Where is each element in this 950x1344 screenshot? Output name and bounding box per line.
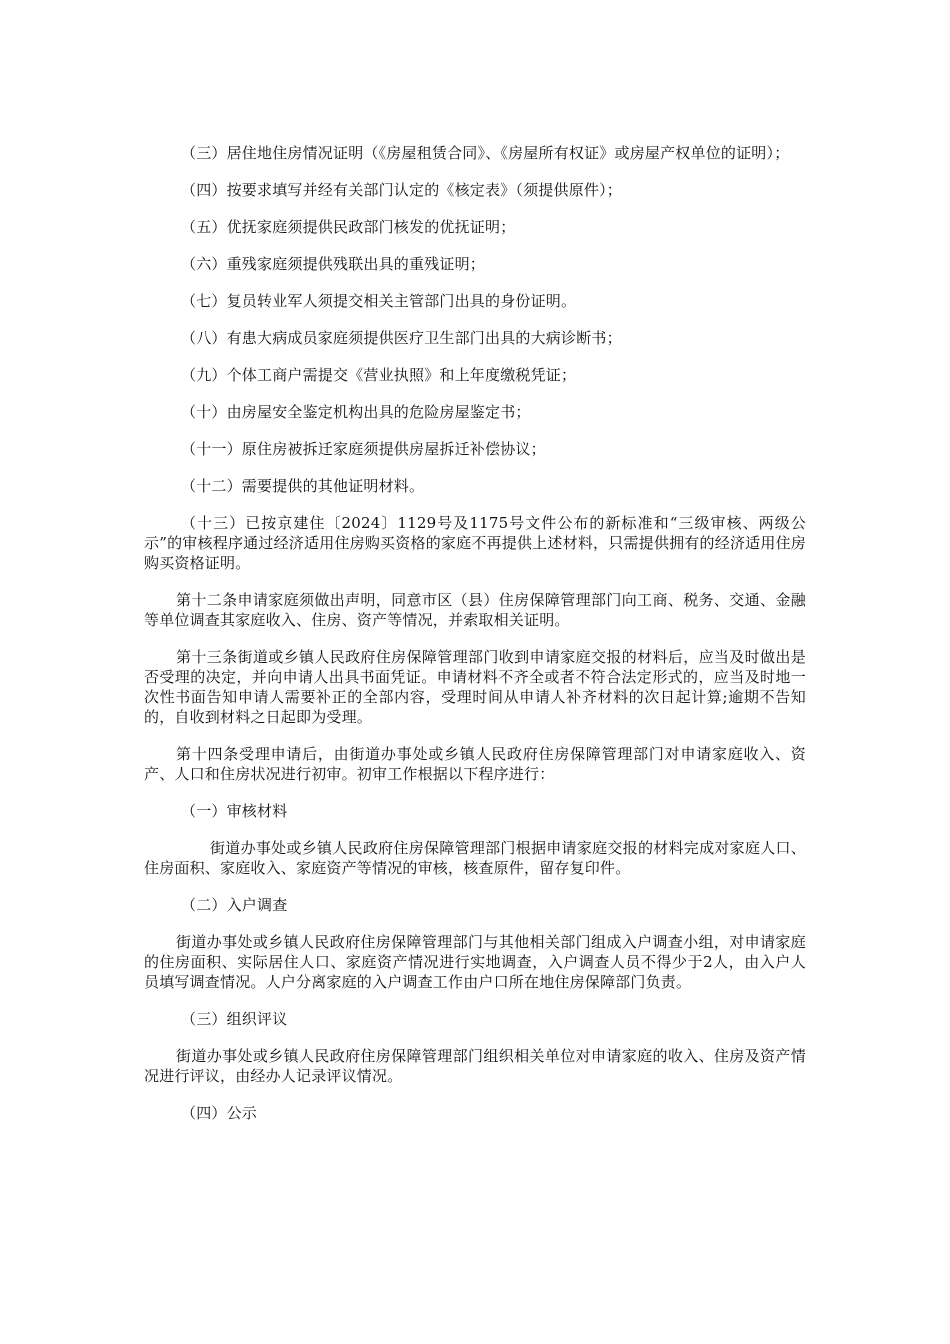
subheading-home-survey: （二）入户调查 [181, 896, 288, 914]
paragraph: 街道办事处或乡镇人民政府住房保障管理部门根据申请家庭交报的材料完成对家庭人口、住房面积、家庭收入、家庭资产等情况的审核，核查原件，留存复印件。 [144, 839, 806, 877]
subheading-publicity: （四）公示 [181, 1104, 258, 1122]
paragraph: （三）居住地住房情况证明（《房屋租赁合同》、《房屋所有权证》或房屋产权单位的证明）； [181, 144, 790, 162]
document-body [144, 143, 806, 1140]
paragraph: （十三）已按京建住〔2024〕1129号及1175号文件公布的新标准和“三级审核、两级公示”的审核程序通过经济适用住房购买资格的家庭不再提供上述材料，只需提供拥有的经济适用住房购买资格证明。 [144, 514, 806, 572]
paragraph: （七）复员转业军人须提交相关主管部门出具的身份证明。 [181, 292, 577, 310]
article-13: 第十三条街道或乡镇人民政府住房保障管理部门收到申请家庭交报的材料后，应当及时做出是否受理的决定，并向申请人出具书面凭证。申请材料不齐全或者不符合法定形式的，应当及时地一次性书面告知申请人需要补正的全部内容，受理时间从申请人补齐材料的次日起计算;逾期不告知的，自收到材料之日起即为受理。 [144, 648, 806, 726]
paragraph: （九）个体工商户需提交《营业执照》和上年度缴税凭证； [181, 366, 577, 384]
paragraph: 街道办事处或乡镇人民政府住房保障管理部门与其他相关部门组成入户调查小组，对申请家庭的住房面积、实际居住人口、家庭资产情况进行实地调查，入户调查人员不得少于2人，由入户人员填写调查情况。人户分离家庭的入户调查工作由户口所在地住房保障部门负责。 [144, 933, 806, 991]
paragraph: （八）有患大病成员家庭须提供医疗卫生部门出具的大病诊断书； [181, 329, 622, 347]
article-12: 第十二条申请家庭须做出声明，同意市区（县）住房保障管理部门向工商、税务、交通、金融等单位调查其家庭收入、住房、资产等情况，并索取相关证明。 [144, 591, 806, 629]
paragraph: （十二）需要提供的其他证明材料。 [181, 477, 425, 495]
paragraph: （十一）原住房被拆迁家庭须提供房屋拆迁补偿协议； [181, 440, 546, 458]
paragraph: （六）重残家庭须提供残联出具的重残证明； [181, 255, 486, 273]
subheading-evaluation: （三）组织评议 [181, 1010, 288, 1028]
paragraph: （五）优抚家庭须提供民政部门核发的优抚证明； [181, 218, 516, 236]
subheading-review-materials: （一）审核材料 [181, 802, 288, 820]
article-14: 第十四条受理申请后，由街道办事处或乡镇人民政府住房保障管理部门对申请家庭收入、资产、人口和住房状况进行初审。初审工作根据以下程序进行： [144, 745, 806, 783]
paragraph: （四）按要求填写并经有关部门认定的《核定表》（须提供原件）； [181, 181, 623, 199]
paragraph: 街道办事处或乡镇人民政府住房保障管理部门组织相关单位对申请家庭的收入、住房及资产情况进行评议，由经办人记录评议情况。 [144, 1047, 806, 1085]
paragraph: （十）由房屋安全鉴定机构出具的危险房屋鉴定书； [181, 403, 531, 421]
